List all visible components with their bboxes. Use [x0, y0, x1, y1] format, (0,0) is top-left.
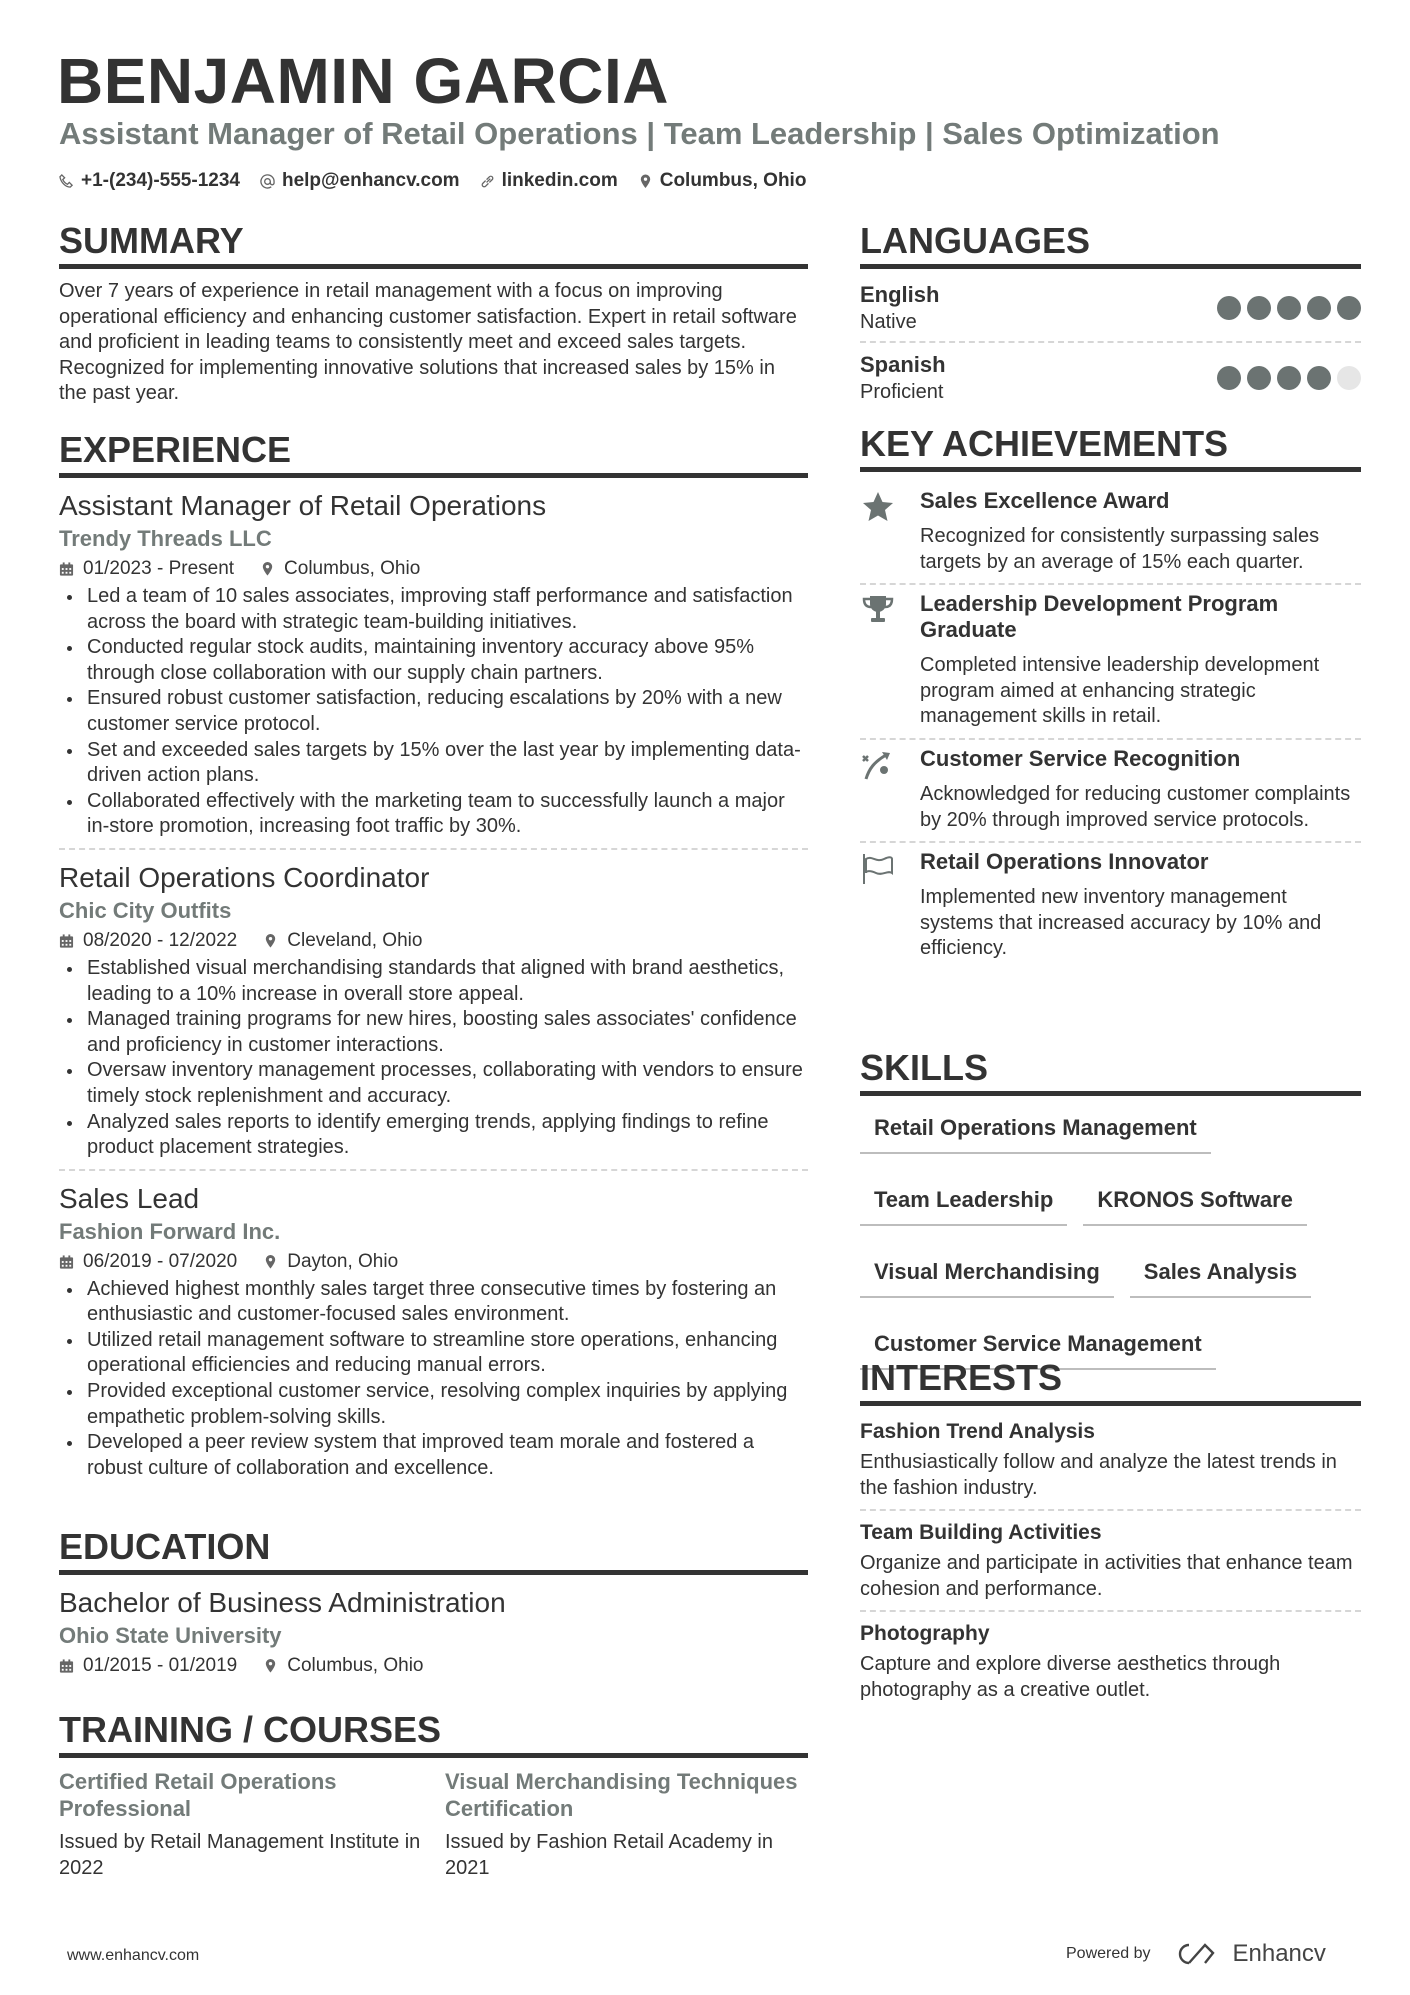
- language-level: Proficient: [860, 381, 944, 403]
- job-title: Retail Operations Coordinator: [59, 861, 430, 893]
- bullet-item: Managed training programs for new hires, boosting sales associates' confidence and proficiency in customer interactions.: [59, 1007, 808, 1058]
- interest-title: Photography: [860, 1622, 990, 1646]
- experience-section: [59, 429, 808, 1499]
- bullet-item: Set and exceeded sales targets by 15% over the last year by implementing data-driven action plans.: [59, 738, 808, 789]
- language-item: [860, 279, 1361, 343]
- course-desc: Issued by Fashion Retail Academy in 2021: [445, 1831, 773, 1879]
- section-title: INTERESTS: [860, 1357, 1361, 1406]
- job-location-wrap: [263, 1247, 398, 1277]
- languages-section: [860, 220, 1361, 417]
- rating-dot: [1247, 366, 1271, 390]
- skill-tag: Visual Merchandising: [860, 1254, 1114, 1298]
- footer-powered: [1066, 1940, 1326, 1968]
- contact-location: [638, 170, 807, 192]
- section-title: SUMMARY: [59, 220, 808, 269]
- section-title: LANGUAGES: [860, 220, 1361, 269]
- education-section: [59, 1526, 808, 1681]
- course-desc: Issued by Retail Management Institute in 2022: [59, 1831, 421, 1879]
- contact-email[interactable]: [260, 170, 460, 192]
- achievement-item: [860, 740, 1361, 843]
- summary-text: Over 7 years of experience in retail management with a focus on improving operational efficiency and enhancing customer satisfaction. Expert in retail software and proficient in leading teams to consistently meet and exceed sales targets. Recognized for implementing innovative solutions that increased sales by 15% in the past year.: [59, 280, 797, 405]
- section-title: SKILLS: [860, 1047, 1361, 1096]
- achievement-title: Sales Excellence Award: [920, 488, 1170, 513]
- trophy-icon: [860, 591, 902, 730]
- rating-dot: [1307, 366, 1331, 390]
- flag-icon: [860, 849, 902, 962]
- achievement-item: [860, 585, 1361, 740]
- bullet-list: [59, 1277, 808, 1482]
- bullet-item: Led a team of 10 sales associates, improving staff performance and satisfaction across the board with strategic team-building initiatives.: [59, 584, 808, 635]
- calendar-icon: [59, 1254, 74, 1270]
- brand-name: Enhancv: [1232, 1940, 1326, 1967]
- job-dates-wrap: [59, 926, 237, 956]
- job-entry: [59, 488, 808, 850]
- rating-dot: [1277, 296, 1301, 320]
- bullet-item: Conducted regular stock audits, maintaining inventory accuracy above 95% through close collaboration with our supply chain partners.: [59, 635, 808, 686]
- achievement-title: Customer Service Recognition: [920, 745, 1241, 771]
- at-icon: [260, 174, 275, 189]
- job-location: Cleveland, Ohio: [287, 929, 423, 951]
- job-entry: [59, 1181, 808, 1490]
- job-entry: [59, 860, 808, 1171]
- job-meta: [59, 926, 808, 956]
- education-location: Columbus, Ohio: [287, 1655, 424, 1676]
- job-dates: 06/2019 - 07/2020: [83, 1250, 238, 1272]
- section-title: TRAINING / COURSES: [59, 1709, 808, 1758]
- language-rating: [1217, 296, 1361, 320]
- job-dates-wrap: [59, 554, 234, 584]
- location-pin-icon: [263, 933, 278, 949]
- contact-phone: [59, 170, 240, 192]
- course-title: Certified Retail Operations Professional: [59, 1769, 337, 1821]
- company-name: Chic City Outfits: [59, 897, 232, 923]
- phone-text: +1-(234)-555-1234: [81, 170, 240, 191]
- course-item: [445, 1768, 807, 1881]
- achievement-title: Retail Operations Innovator: [920, 849, 1209, 875]
- job-dates: 08/2020 - 12/2022: [83, 929, 238, 951]
- section-title: KEY ACHIEVEMENTS: [860, 423, 1361, 472]
- candidate-name: BENJAMIN GARCIA: [57, 45, 669, 117]
- job-title: Sales Lead: [59, 1182, 200, 1214]
- link-icon: [480, 174, 495, 189]
- headline: Assistant Manager of Retail Operations | Team Leadership | Sales Optimization: [59, 116, 1220, 151]
- achievement-item: [860, 843, 1361, 970]
- achievement-content: [920, 488, 1361, 575]
- school: Ohio State University: [59, 1623, 282, 1648]
- bullet-item: Ensured robust customer satisfaction, reducing escalations by 20% with a new customer service protocol.: [59, 686, 808, 737]
- skill-tag: Team Leadership: [860, 1182, 1067, 1226]
- phone-icon: [59, 174, 74, 189]
- job-location-wrap: [263, 926, 422, 956]
- language-level: Native: [860, 311, 917, 333]
- skill-tag: Sales Analysis: [1130, 1254, 1311, 1298]
- strategy-icon: [860, 746, 902, 833]
- job-location: Columbus, Ohio: [284, 558, 421, 579]
- bullet-list: [59, 956, 808, 1161]
- job-meta: [59, 554, 808, 584]
- achievement-item: [860, 482, 1361, 585]
- interests-section: [860, 1357, 1361, 1718]
- bullet-item: Provided exceptional customer service, resolving complex inquiries by applying empathetic problem-solving skills.: [59, 1379, 808, 1430]
- language-name: English: [860, 282, 940, 307]
- enhancv-logo: [1175, 1940, 1326, 1968]
- course-title: Visual Merchandising Techniques Certification: [445, 1769, 798, 1821]
- calendar-icon: [59, 1658, 74, 1674]
- achievement-content: [920, 591, 1361, 730]
- achievement-content: [920, 746, 1361, 833]
- language-rating: [1217, 366, 1361, 390]
- bullet-item: Oversaw inventory management processes, collaborating with vendors to ensure timely stock replenishment and accuracy.: [59, 1058, 808, 1109]
- star-icon: [860, 488, 902, 575]
- contact-link[interactable]: [480, 170, 618, 192]
- job-title: Assistant Manager of Retail Operations: [59, 490, 547, 521]
- summary-section: [59, 220, 808, 407]
- interest-desc: Enthusiastically follow and analyze the latest trends in the fashion industry.: [860, 1451, 1337, 1499]
- interest-desc: Capture and explore diverse aesthetics through photography as a creative outlet.: [860, 1653, 1281, 1701]
- bullet-list: [59, 584, 808, 840]
- language-text: [860, 281, 939, 335]
- skills-section: [860, 1047, 1361, 1370]
- contact-bar: [59, 170, 806, 192]
- rating-dot: [1277, 366, 1301, 390]
- email-text[interactable]: help@enhancv.com: [281, 170, 460, 191]
- enhancv-logo-icon: [1175, 1941, 1221, 1967]
- rating-dot: [1337, 366, 1361, 390]
- bullet-item: Achieved highest monthly sales target three consecutive times by fostering an enthusiastic and customer-focused sales environment.: [59, 1277, 808, 1328]
- job-meta: [59, 1247, 808, 1277]
- calendar-icon: [59, 561, 74, 577]
- achievement-desc: Implemented new inventory management systems that increased accuracy by 10% and efficiency.: [920, 886, 1322, 960]
- location-pin-icon: [260, 561, 275, 577]
- skill-tag: Customer Service Management: [860, 1326, 1216, 1370]
- company-name: Trendy Threads LLC: [59, 526, 272, 551]
- language-item: [860, 349, 1361, 411]
- achievement-desc: Recognized for consistently surpassing sales targets by an average of 15% each quarter.: [920, 525, 1320, 573]
- rating-dot: [1217, 296, 1241, 320]
- achievements-section: [860, 423, 1361, 970]
- education-dates: 01/2015 - 01/2019: [83, 1655, 238, 1676]
- location-pin-icon: [638, 174, 653, 189]
- bullet-item: Utilized retail management software to streamline store operations, enhancing operational efficiencies and reducing manual errors.: [59, 1328, 808, 1379]
- achievement-desc: Acknowledged for reducing customer complaints by 20% through improved service protocols.: [920, 782, 1351, 831]
- interest-item: [860, 1517, 1361, 1612]
- education-meta: [59, 1651, 808, 1681]
- job-dates-wrap: [59, 1247, 237, 1277]
- skill-tag: KRONOS Software: [1083, 1182, 1307, 1226]
- language-name: Spanish: [860, 352, 946, 377]
- section-title: EDUCATION: [59, 1526, 808, 1575]
- achievement-title: Leadership Development Program Graduate: [920, 591, 1279, 643]
- job-dates: 01/2023 - Present: [83, 558, 235, 579]
- interest-item: [860, 1416, 1361, 1511]
- rating-dot: [1307, 296, 1331, 320]
- rating-dot: [1247, 296, 1271, 320]
- degree: Bachelor of Business Administration: [59, 1587, 506, 1618]
- job-location: Dayton, Ohio: [287, 1250, 399, 1272]
- location-pin-icon: [263, 1658, 278, 1674]
- skill-tag: Retail Operations Management: [860, 1110, 1211, 1154]
- calendar-icon: [59, 933, 74, 949]
- rating-dot: [1337, 296, 1361, 320]
- language-text: [860, 351, 946, 405]
- bullet-item: Developed a peer review system that improved team morale and fostered a robust culture of collaboration and excellence.: [59, 1430, 808, 1481]
- job-location-wrap: [260, 554, 420, 584]
- powered-by-text: Powered by: [1066, 1945, 1151, 1962]
- interest-title: Fashion Trend Analysis: [860, 1420, 1095, 1443]
- rating-dot: [1217, 366, 1241, 390]
- bullet-item: Collaborated effectively with the marketing team to successfully launch a major in-store promotion, increasing foot traffic by 30%.: [59, 789, 808, 840]
- interest-item: [860, 1618, 1361, 1711]
- footer-website[interactable]: www.enhancv.com: [67, 1947, 200, 1964]
- section-title: EXPERIENCE: [59, 429, 808, 478]
- bullet-item: Established visual merchandising standards that aligned with brand aesthetics, leading to a 10% increase in overall store appeal.: [59, 956, 808, 1007]
- link-text[interactable]: linkedin.com: [501, 170, 618, 191]
- company-name: Fashion Forward Inc.: [59, 1218, 281, 1244]
- location-text: Columbus, Ohio: [659, 170, 807, 191]
- interest-desc: Organize and participate in activities that enhance team cohesion and performance.: [860, 1552, 1353, 1600]
- location-pin-icon: [263, 1254, 278, 1270]
- training-section: [59, 1709, 808, 1881]
- achievement-content: [920, 849, 1361, 962]
- course-item: [59, 1768, 421, 1881]
- bullet-item: Analyzed sales reports to identify emerging trends, applying findings to refine product placement strategies.: [59, 1110, 808, 1161]
- achievement-desc: Completed intensive leadership development program aimed at enhancing strategic management skills in retail.: [920, 654, 1320, 728]
- interest-title: Team Building Activities: [860, 1521, 1102, 1545]
